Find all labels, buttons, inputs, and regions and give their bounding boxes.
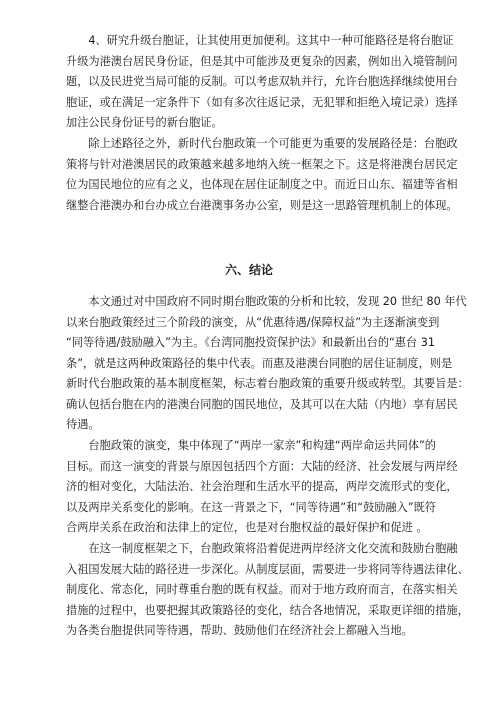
text-line: 除上述路径之外，新时代台胞政策一个可能更为重要的发展路径是：台胞政 (66, 137, 458, 150)
paragraph-institutional-framework (66, 539, 469, 642)
text-line: 升级为港澳台居民身份证，但是其中可能涉及更复杂的因素，例如出入境管制问 (66, 54, 458, 68)
paragraph-taibao-card (66, 31, 458, 134)
text-line: 在这一制度框架之下，台胞政策将沿着促进两岸经济文化交流和鼓励台胞融 (66, 542, 458, 555)
text-line: 目标。而这一演变的背景与原因包括四个方面：大陆的经济、社会发展与两岸经 (66, 459, 458, 473)
text-line: 题，以及民进党当局可能的反制。可以考虑双轨并行，允许台胞选择继续使用台 (66, 75, 458, 88)
text-line: “同等待遇/鼓励融入”为主。《台湾同胞投资保护法》和最新出台的“惠台 31 (66, 336, 435, 349)
text-line: 4、研究升级台胞证，让其使用更加便利。这其中一种可能路径是将台胞证 (66, 34, 454, 47)
text-line: 台胞政策的演变，集中体现了“两岸一家亲”和构建“两岸命运共同体”的 (66, 439, 436, 452)
text-line: 以来台胞政策经过三个阶段的演变，从“优惠待遇/保障权益”为主逐渐演变到 (66, 315, 440, 329)
text-line: 制度化、常态化，同时尊重台胞的既有权益。而对于地方政府而言，在落实相关 (66, 583, 458, 596)
paragraph-policy-evolution (66, 436, 458, 539)
text-line: 济的相对变化，大陆法治、社会治理和生活水平的提高，两岸交流形式的变化， (66, 480, 458, 493)
text-line: 新时代台胞政策的基本制度框架，标志着台胞政策的重要升级或转型。其要旨是： (66, 377, 469, 390)
text-line: 措施的过程中，也要把握其政策路径的变化，结合各地情况，采取更详细的措施， (66, 603, 469, 617)
text-line: 为各类台胞提供同等待遇，帮助、鼓励他们在经济社会上都融入当地。 (66, 624, 413, 637)
text-line: 入祖国发展大陆的路径进一步深化。从制度层面，需要进一步将同等待遇法律化、 (66, 562, 469, 576)
text-line: 加注公民身份证号的新台胞证。 (66, 116, 223, 129)
text-line: 确认包括台胞在内的港澳台同胞的国民地位，及其可以在大陆（内地）享有居民 (66, 397, 458, 411)
text-line: 待遇。 (66, 418, 100, 431)
text-line: 胞证，或在满足一定条件下（如有多次往返记录，无犯罪和拒绝入境记录）选择 (66, 95, 458, 109)
text-line: 条”，就是这两种政策路径的集中代表。而惠及港澳台同胞的居住证制度，则是 (66, 356, 453, 370)
text-line: 继整合港澳办和台办成立台港澳事务办公室，则是这一思路管理机制上的体现。 (66, 198, 458, 212)
paragraph-unified-framework (66, 134, 458, 216)
text-line: 位为国民地位的应有之义，也体现在居住证制度之中。而近日山东、福建等省相 (66, 178, 458, 191)
paragraph-conclusion-summary (66, 292, 469, 436)
text-line: 合两岸关系在政治和法律上的定位，也是对台胞权益的最好保护和促进 。 (66, 521, 428, 534)
text-line: 本文通过对中国政府不同时期台胞政策的分析和比较，发现 20 世纪 80 年代 (66, 295, 467, 308)
text-line: 策将与针对港澳居民的政策越来越多地纳入统一框架之下。这是将港澳台居民定 (66, 157, 458, 171)
text-line: 以及两岸关系变化的影响。在这一背景之下，“同等待遇”和“鼓励融入”既符 (66, 500, 436, 514)
section-heading: 六、结论 (224, 263, 273, 277)
